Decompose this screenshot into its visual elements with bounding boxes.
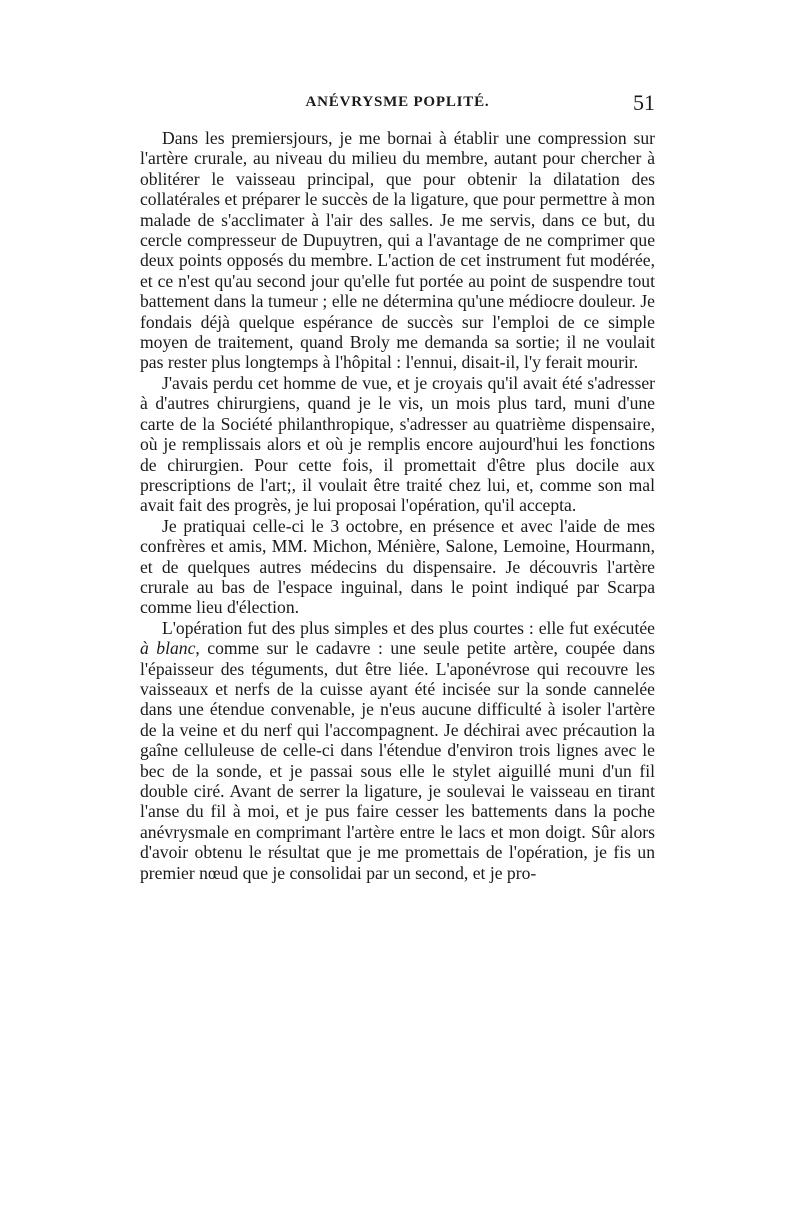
paragraph-3-text: Je pratiquai celle-ci le 3 octobre, en présence et avec l'aide de mes confrères et amis, MM. Michon, Ménière, Salone, Lemoine, Hourmann, et de quelques autres médecins du dispensaire. Je découvris l'artère crurale au bas de l'espace inguinal, dans le point indiqué par Scarpa comme lieu d'élection. <box>140 515 655 618</box>
paragraph-1 <box>140 128 655 373</box>
paragraph-2 <box>140 373 655 516</box>
paragraph-1-text: Dans les premiersjours, je me bornai à établir une compression sur l'artère crurale, au niveau du milieu du membre, autant pour chercher à oblitérer le vaisseau principal, que pour obtenir la dilatation des collatérales et préparer le succès de la ligature, que pour permettre à mon malade de s'acclimater à l'air des salles. Je me servis, dans ce but, du cercle compresseur de Dupuytren, qui a l'avantage de ne comprimer que deux points opposés du membre. L'action de cet instrument fut modérée, et ce n'est qu'au second jour qu'elle fut portée au point de suspendre tout battement dans la tumeur ; elle ne détermina qu'une médiocre douleur. Je fondais déjà quelque espérance de succès sur l'emploi de ce simple moyen de traitement, quand Broly me demanda sa sortie; il ne voulait pas rester plus longtemps à l'hôpital : l'ennui, disait-il, l'y ferait mourir. <box>140 128 655 373</box>
paragraph-3 <box>140 516 655 618</box>
body-text <box>140 128 655 883</box>
paragraph-4-text-start: L'opération fut des plus simples et des plus courtes : elle fut exécutée <box>162 617 655 638</box>
running-head <box>140 90 655 120</box>
running-title: ANÉVRYSME POPLITÉ. <box>305 94 490 110</box>
page-number: 51 <box>633 90 655 115</box>
paragraph-4-emphasis: à blanc <box>140 638 196 659</box>
paragraph-4 <box>140 618 655 883</box>
paragraph-2-text: J'avais perdu cet homme de vue, et je croyais qu'il avait été s'adresser à d'autres chirurgiens, quand je le vis, un mois plus tard, muni d'une carte de la Société philanthropique, s'adresser au quatrième dispensaire, où je remplissais alors et où je remplis encore aujourd'hui les fonctions de chirurgien. Pour cette fois, il promettait d'être plus docile aux prescriptions de l'art;, il voulait être traité chez lui, et, comme son mal avait fait des progrès, je lui proposai l'opération, qu'il accepta. <box>140 372 655 516</box>
paragraph-4-text-end: , comme sur le cadavre : une seule petite artère, coupée dans l'épaisseur des téguments, dut être liée. L'aponévrose qui recouvre les vaisseaux et nerfs de la cuisse ayant été incisée sur la sonde cannelée dans une étendue convenable, je n'eus aucune difficulté à isoler l'artère de la veine et du nerf qui l'accompagnent. Je déchirai avec précaution la gaîne celluleuse de celle-ci dans l'étendue d'environ trois lignes avec le bec de la sonde, et je passai sous elle le stylet aiguillé muni d'un fil double ciré. Avant de serrer la ligature, je soulevai le vaisseau en tirant l'anse du fil à moi, et je pus faire cesser les battements dans la poche anévrysmale en comprimant l'artère entre le lacs et mon doigt. Sûr alors d'avoir obtenu le résultat que je me promettais de l'opération, je fis un premier nœud que je consolidai par un second, et je pro- <box>140 638 655 883</box>
